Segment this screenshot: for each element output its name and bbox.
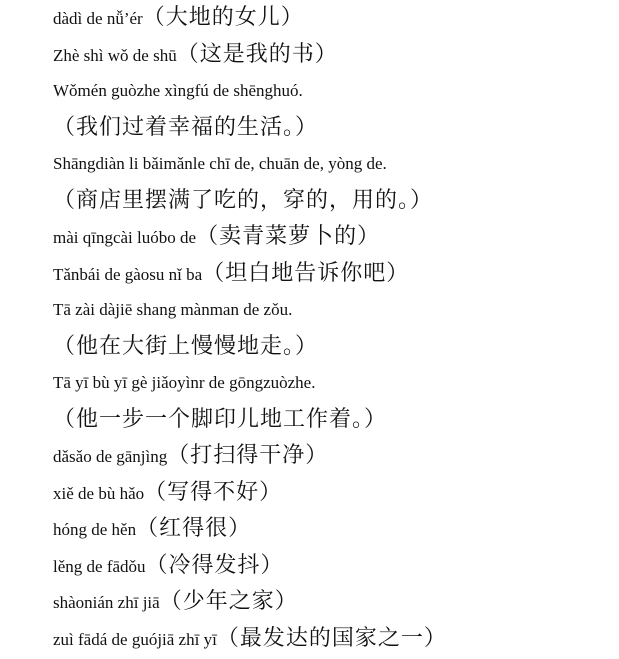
pinyin-text: hóng de hěn — [53, 520, 137, 539]
hanzi-text: （大地的女儿） — [142, 5, 304, 30]
pinyin-text: Tā yī bù yī gè jiǎoyìnr de gōngzuòzhe. — [53, 373, 316, 392]
example-line — [53, 183, 613, 220]
hanzi-text: （打扫得干净） — [167, 443, 329, 468]
pinyin-text: zuì fādá de guójiā zhī yī — [53, 629, 217, 649]
pinyin-text: xiě de bù hǎo — [53, 483, 145, 503]
pinyin-text: mài qīngcài luóbo de — [53, 228, 197, 247]
hanzi-text: （我们过着幸福的生活。） — [53, 114, 319, 140]
example-line — [53, 292, 613, 329]
hanzi-text: （他在大街上慢慢地走。） — [53, 333, 319, 359]
example-line — [53, 256, 613, 293]
hanzi-text: （这是我的书） — [176, 41, 338, 67]
pinyin-text: dǎsǎo de gānjìng — [53, 447, 168, 466]
hanzi-text: （卖青菜萝卜的） — [196, 224, 381, 249]
example-line — [53, 548, 613, 585]
pinyin-text: Tā zài dàjiē shang mànman de zǒu. — [53, 300, 293, 319]
hanzi-text: （商店里摆满了吃的，穿的，用的。） — [53, 187, 434, 213]
example-line — [53, 110, 613, 147]
hanzi-text: （写得不好） — [144, 479, 283, 505]
pinyin-text: shàonián zhī jiā — [53, 593, 160, 612]
pinyin-text: Shāngdiàn li bǎimǎnle chī de, chuān de, yòng de. — [53, 154, 387, 173]
example-list — [53, 0, 613, 657]
example-line — [53, 37, 613, 74]
pinyin-text: Tǎnbái de gàosu nǐ ba — [53, 264, 203, 284]
hanzi-text: （最发达的国家之一） — [216, 625, 447, 651]
example-line — [53, 0, 613, 37]
hanzi-text: （少年之家） — [159, 589, 298, 614]
example-line — [53, 438, 613, 475]
example-line — [53, 621, 613, 658]
example-line — [53, 475, 613, 512]
example-line — [53, 146, 613, 183]
example-line — [53, 511, 613, 548]
example-line — [53, 329, 613, 366]
pinyin-text: Zhè shì wǒ de shū — [53, 45, 177, 65]
hanzi-text: （冷得发抖） — [145, 552, 284, 578]
pinyin-text: lěng de fādǒu — [53, 556, 146, 576]
example-line — [53, 584, 613, 621]
example-line — [53, 402, 613, 439]
hanzi-text: （他一步一个脚印儿地工作着。） — [53, 406, 388, 432]
example-line — [53, 365, 613, 402]
hanzi-text: （坦白地告诉你吧） — [202, 260, 410, 286]
pinyin-text: Wǒmén guòzhe xìngfú de shēnghuó. — [53, 81, 303, 100]
pinyin-text: dàdì de nǚ’ér — [53, 9, 143, 28]
example-line — [53, 73, 613, 110]
example-line — [53, 219, 613, 256]
hanzi-text: （红得很） — [136, 516, 252, 541]
